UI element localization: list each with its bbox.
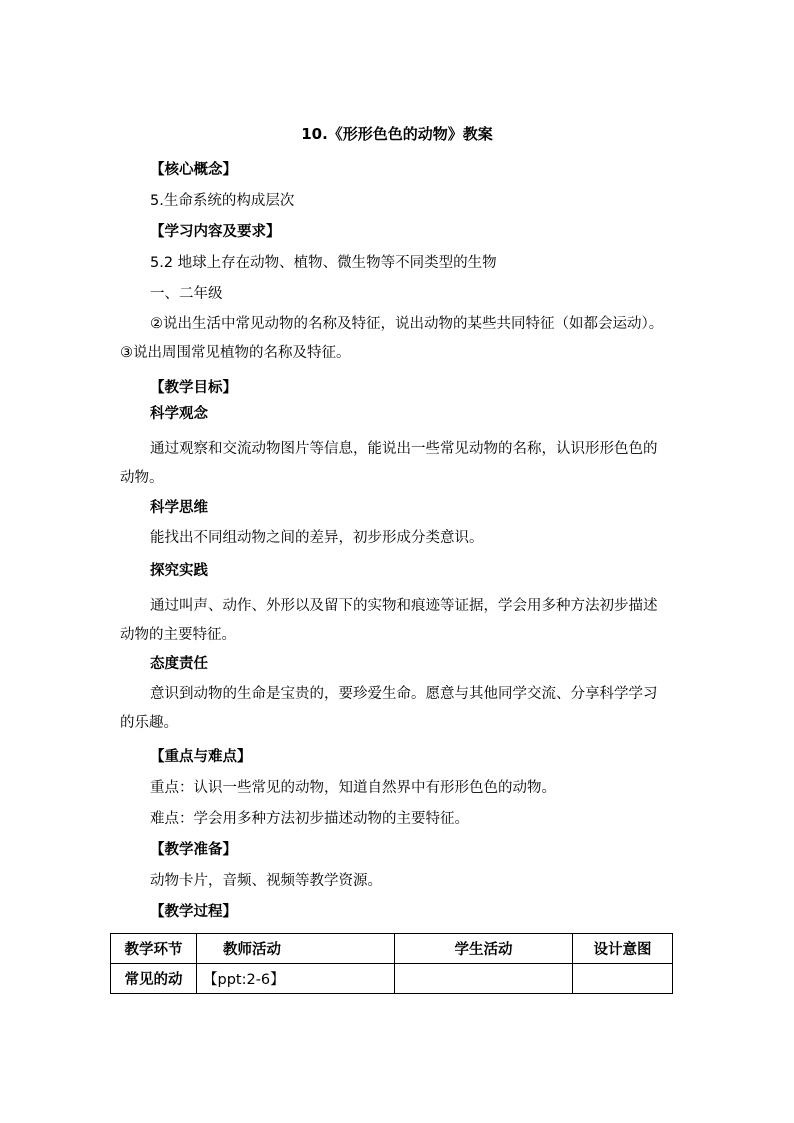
document-title: 10.《形形色色的动物》教案 — [301, 125, 493, 143]
grade-requirement: ②说出生活中常见动物的名称及特征，说出动物的某些共同特征（如都会运动）。③说出周围常见植物的名称及特征。 — [120, 316, 664, 361]
table-header-row — [111, 934, 673, 964]
core-concept-heading: 【核心概念】 — [150, 162, 237, 178]
table-header-cell: 教学环节 — [111, 934, 197, 964]
prep-heading: 【教学准备】 — [150, 842, 237, 858]
table-row — [111, 964, 673, 994]
difficult-point-text: 难点：学会用多种方法初步描述动物的主要特征。 — [150, 811, 469, 827]
prep-text: 动物卡片，音频、视频等教学资源。 — [150, 873, 382, 889]
learning-content: 5.2 地球上存在动物、植物、微生物等不同类型的生物 — [150, 255, 497, 271]
goal-heading-practice: 探究实践 — [150, 563, 208, 579]
goal-text-concept: 通过观察和交流动物图片等信息，能说出一些常见动物的名称，认识形形色色的动物。 — [120, 441, 658, 486]
learning-heading: 【学习内容及要求】 — [150, 224, 281, 240]
table-cell — [573, 964, 673, 994]
goal-text-attitude: 意识到动物的生命是宝贵的，要珍爱生命。愿意与其他同学交流、分享科学学习的乐趣。 — [120, 686, 658, 731]
goal-heading-thinking: 科学思维 — [150, 500, 208, 516]
table-cell — [395, 964, 573, 994]
goal-text-practice: 通过叫声、动作、外形以及留下的实物和痕迹等证据，学会用多种方法初步描述动物的主要特征。 — [120, 598, 658, 643]
table-header-cell: 学生活动 — [395, 934, 573, 964]
table-cell: 【ppt:2-6】 — [197, 964, 395, 994]
goals-heading: 【教学目标】 — [150, 380, 237, 396]
grade-label: 一、二年级 — [150, 286, 223, 302]
table-header-cell: 设计意图 — [573, 934, 673, 964]
process-heading: 【教学过程】 — [150, 904, 237, 920]
teaching-process-table — [110, 933, 673, 994]
table-cell: 常见的动 — [111, 964, 197, 994]
goal-heading-attitude: 态度责任 — [150, 656, 208, 672]
core-concept-text: 5.生命系统的构成层次 — [150, 193, 295, 209]
goal-text-thinking: 能找出不同组动物之间的差异，初步形成分类意识。 — [150, 530, 484, 546]
table-header-cell: 教师活动 — [197, 934, 395, 964]
key-points-heading: 【重点与难点】 — [150, 749, 252, 765]
goal-heading-concept: 科学观念 — [150, 406, 208, 422]
key-point-text: 重点：认识一些常见的动物，知道自然界中有形形色色的动物。 — [150, 780, 556, 796]
